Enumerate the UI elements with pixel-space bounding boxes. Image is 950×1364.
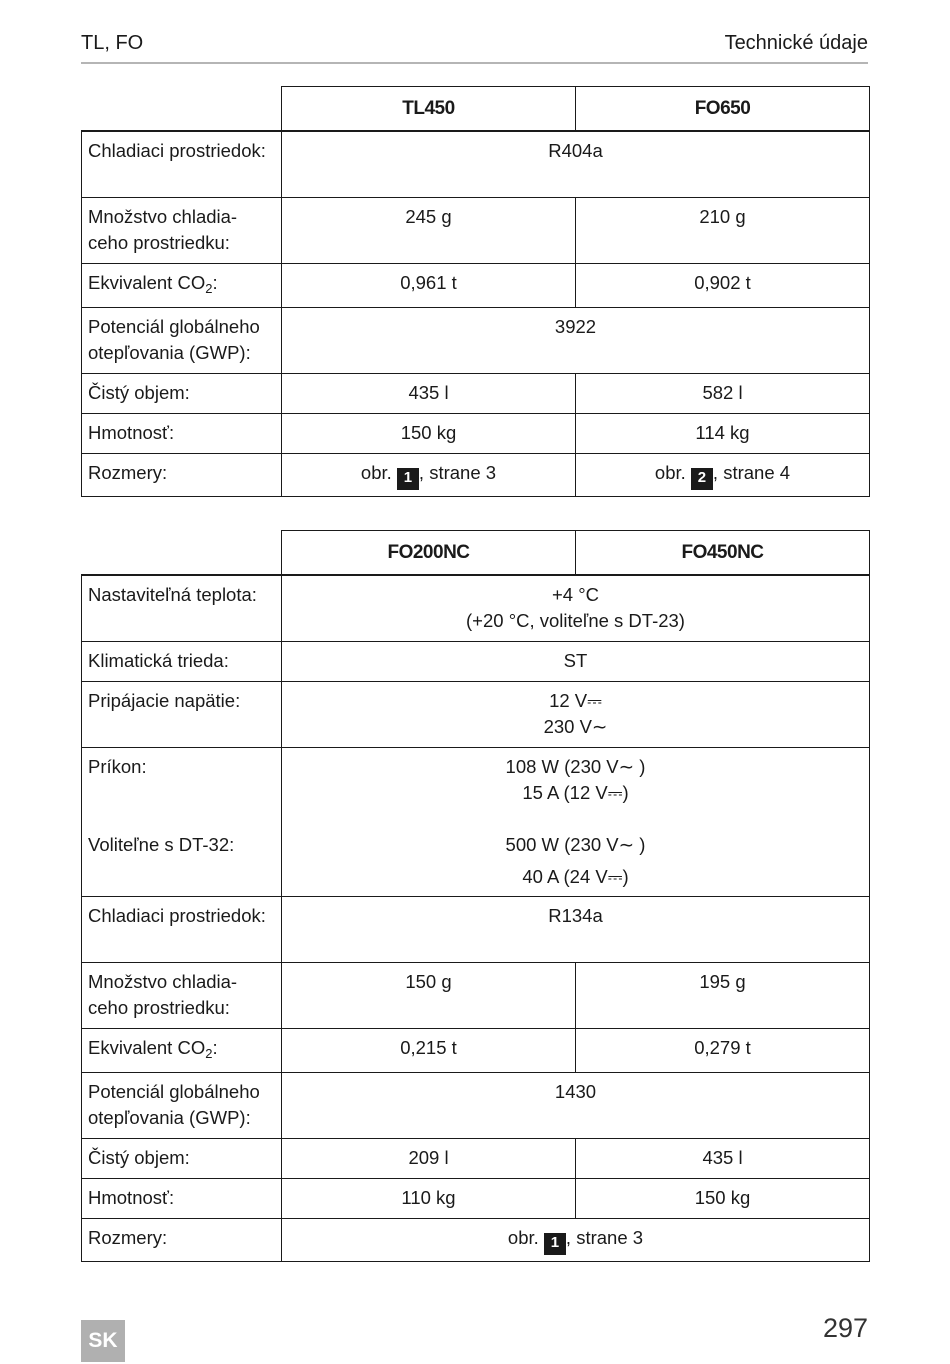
row-label: Rozmery: <box>82 1218 282 1261</box>
table-row <box>82 373 870 413</box>
row-label: Množstvo chladia-ceho prostriedku: <box>82 197 282 263</box>
header-section-title: Technické údaje <box>724 32 868 54</box>
table-row <box>82 307 870 373</box>
row-value: 210 g <box>576 197 870 263</box>
row-value: 108 W (230 V∼ ) 15 A (12 V⎓) 500 W (230 V∼ ) 40 A (24 V⎓) <box>282 747 870 896</box>
table-row <box>82 1138 870 1178</box>
table-row <box>82 453 870 496</box>
column-header-tl450: TL450 <box>282 87 576 132</box>
row-value: 0,215 t <box>282 1028 576 1072</box>
row-label: Hmotnosť: <box>82 413 282 453</box>
row-label: Potenciál globálneho otepľovania (GWP): <box>82 1072 282 1138</box>
row-value: R134a <box>282 896 870 962</box>
table-row <box>82 1072 870 1138</box>
row-value: 195 g <box>576 962 870 1028</box>
row-value: 435 l <box>282 373 576 413</box>
row-value: +4 °C (+20 °C, voliteľne s DT-23) <box>282 575 870 641</box>
figure-number-badge: 2 <box>691 468 713 490</box>
page-header <box>81 30 868 64</box>
row-value: 110 kg <box>282 1178 576 1218</box>
row-value: 209 l <box>282 1138 576 1178</box>
column-header-fo200nc: FO200NC <box>282 531 576 576</box>
spec-table-fo200nc-fo450nc <box>81 530 870 1262</box>
row-value: 12 V⎓ 230 V∼ <box>282 681 870 747</box>
table-row <box>82 1028 870 1072</box>
row-value: 435 l <box>576 1138 870 1178</box>
figure-number-badge: 1 <box>397 468 419 490</box>
table-row <box>82 575 870 641</box>
row-label: Potenciál globálneho otepľovania (GWP): <box>82 307 282 373</box>
row-label: Množstvo chladia-ceho prostriedku: <box>82 962 282 1028</box>
row-value: obr. 2 , strane 4 <box>576 453 870 496</box>
table-row <box>82 641 870 681</box>
table-row <box>82 197 870 263</box>
row-label: Rozmery: <box>82 453 282 496</box>
row-value: 0,279 t <box>576 1028 870 1072</box>
table-header-row <box>82 531 870 576</box>
table-row <box>82 263 870 307</box>
page-number: 297 <box>822 1313 868 1343</box>
column-header-fo650: FO650 <box>576 87 870 132</box>
table-row <box>82 962 870 1028</box>
row-value: 0,902 t <box>576 263 870 307</box>
row-value: 114 kg <box>576 413 870 453</box>
row-label: Chladiaci prostriedok: <box>82 131 282 197</box>
row-value: obr. 1 , strane 3 <box>282 1218 870 1261</box>
table-row <box>82 896 870 962</box>
table-row <box>82 131 870 197</box>
row-value: ST <box>282 641 870 681</box>
table-row <box>82 681 870 747</box>
row-value: 150 kg <box>282 413 576 453</box>
row-label: Pripájacie napätie: <box>82 681 282 747</box>
table-row <box>82 413 870 453</box>
spec-table-tl450-fo650 <box>81 86 870 497</box>
row-label: Hmotnosť: <box>82 1178 282 1218</box>
row-value: 582 l <box>576 373 870 413</box>
column-header-fo450nc: FO450NC <box>576 531 870 576</box>
header-model-names: TL, FO <box>81 32 144 54</box>
language-badge: SK <box>81 1320 125 1362</box>
row-label: Ekvivalent $CO_2$: <box>82 263 282 307</box>
row-value: 0,961 t <box>282 263 576 307</box>
header-corner <box>82 87 282 132</box>
row-value: 150 g <box>282 962 576 1028</box>
table-row <box>82 1218 870 1261</box>
row-value: 150 kg <box>576 1178 870 1218</box>
row-label: Čistý objem: <box>82 373 282 413</box>
header-corner <box>82 531 282 576</box>
table-row <box>82 747 870 896</box>
row-value: R404a <box>282 131 870 197</box>
table-row <box>82 1178 870 1218</box>
row-label: Príkon: Voliteľne s DT-32: <box>82 747 282 896</box>
row-label: Nastaviteľná teplota: <box>82 575 282 641</box>
row-label: Čistý objem: <box>82 1138 282 1178</box>
row-value: 245 g <box>282 197 576 263</box>
table-header-row <box>82 87 870 132</box>
row-value: 3922 <box>282 307 870 373</box>
row-label: Klimatická trieda: <box>82 641 282 681</box>
row-value: 1430 <box>282 1072 870 1138</box>
row-label: Ekvivalent $CO_2$: <box>82 1028 282 1072</box>
figure-number-badge: 1 <box>544 1233 566 1255</box>
row-value: obr. 1 , strane 3 <box>282 453 576 496</box>
row-label: Chladiaci prostriedok: <box>82 896 282 962</box>
